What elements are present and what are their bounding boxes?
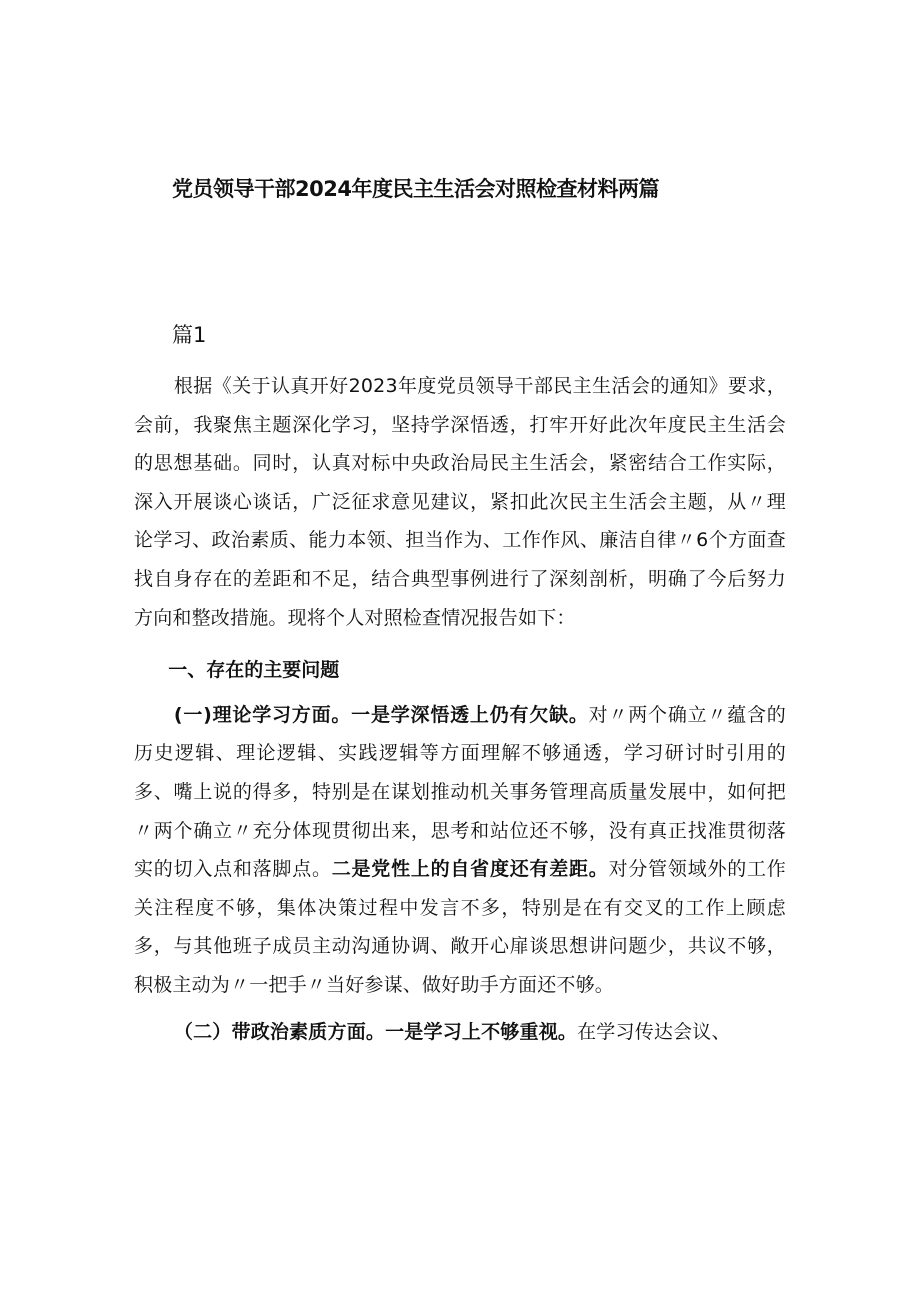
political-quality-lead: （二）带政治素质方面。一是学习上不够重视。 bbox=[173, 1020, 578, 1043]
document-body bbox=[134, 367, 786, 1051]
political-quality-paragraph bbox=[134, 1013, 786, 1052]
section-label: 篇1 bbox=[172, 323, 207, 347]
theory-study-text-1: 对〃两个确立〃蕴含的历史逻辑、理论逻辑、实践逻辑等方面理解不够通透，学习研讨时引用的多、嘴上说的得多，特别是在谋划推动机关事务管理高质量发展中，如何把〃两个确立〃充分体现贯彻出来，思考和站位还不够，没有真正找准贯彻落实的切入点和落脚点。 bbox=[134, 703, 786, 881]
political-quality-text: 在学习传达会议、 bbox=[577, 1020, 731, 1043]
document-title: 党员领导干部2024年度民主生活会对照检查材料两篇 bbox=[172, 177, 659, 201]
party-spirit-lead: 二是党性上的自省度还有差距。 bbox=[331, 858, 609, 881]
party-spirit-text: 对分管领域外的工作关注程度不够，集体决策过程中发言不多，特别是在有交叉的工作上顾虑多，与其他班子成员主动沟通协调、敞开心扉谈思想讲问题少，共议不够，积极主动为〃一把手〃当好参谋、做好助手方面还不够。 bbox=[134, 858, 786, 996]
paragraph-spacer bbox=[134, 637, 786, 651]
intro-paragraph: 根据《关于认真开好2023年度党员领导干部民主生活会的通知》要求，会前，我聚焦主题深化学习，坚持学深悟透，打牢开好此次年度民主生活会的思想基础。同时，认真对标中央政治局民主生活会，紧密结合工作实际，深入开展谈心谈话，广泛征求意见建议，紧扣此次民主生活会主题，从〃理论学习、政治素质、能力本领、担当作为、工作作风、廉洁自律〃6个方面查找自身存在的差距和不足，结合典型事例进行了深刻剖析，明确了今后努力方向和整改措施。现将个人对照检查情况报告如下： bbox=[134, 375, 786, 629]
paragraph-spacer bbox=[134, 1005, 786, 1013]
heading-main-issues: 一、存在的主要问题 bbox=[168, 659, 340, 682]
theory-study-paragraph bbox=[134, 696, 786, 1005]
theory-study-lead: (一)理论学习方面。一是学深悟透上仍有欠缺。 bbox=[173, 703, 589, 726]
